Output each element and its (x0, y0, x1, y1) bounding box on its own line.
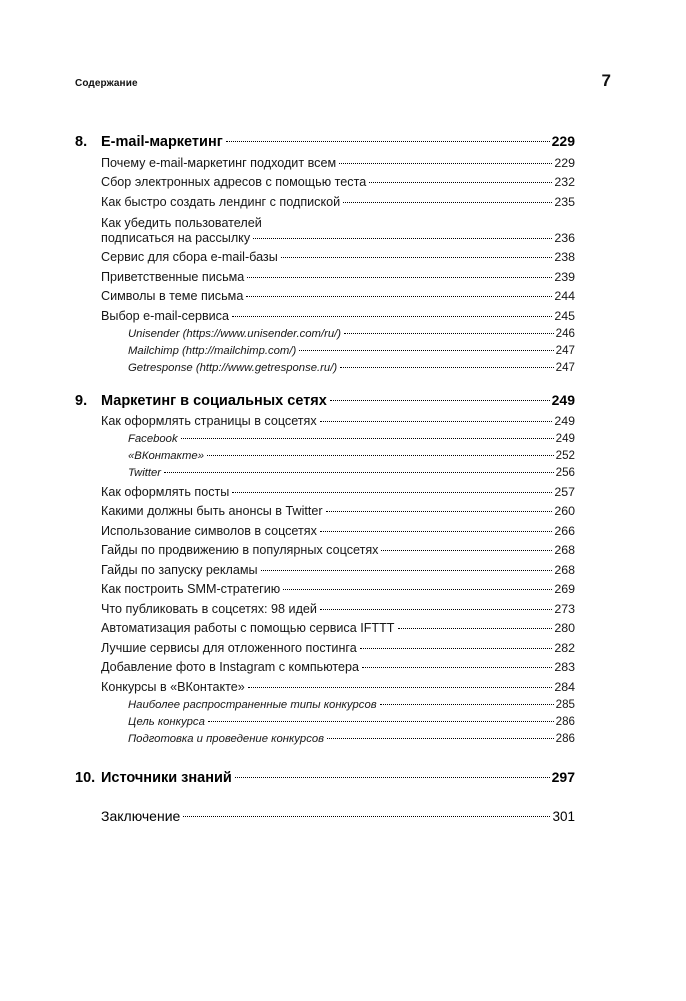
toc-page-number: 252 (555, 449, 575, 462)
toc-entry-title: Что публиковать в соцсетях: 98 идей (101, 601, 317, 616)
toc-entry-title: Сбор электронных адресов с помощью теста (101, 175, 367, 189)
toc-entry-title: Лучшие сервисы для отложенного постинга (101, 640, 357, 655)
leader-dots (207, 455, 554, 456)
leader-dots (232, 316, 552, 317)
leader-dots (247, 277, 552, 278)
toc-subsection-entry[interactable] (128, 698, 575, 711)
toc-entry-title: Конкурсы в «ВКонтакте» (101, 679, 245, 694)
toc-section-entry[interactable] (101, 641, 575, 655)
leader-dots (299, 350, 553, 351)
page-number: 7 (601, 71, 611, 90)
leader-dots (340, 367, 554, 368)
toc-page-number: 286 (555, 731, 575, 745)
leader-dots (164, 472, 554, 473)
leader-dots (344, 333, 554, 334)
toc-subsection-entry[interactable] (128, 715, 575, 728)
toc-section-entry[interactable] (101, 660, 575, 674)
toc-chapter-entry[interactable] (75, 133, 575, 150)
toc-chapter-title: E-mail-маркетинг (101, 134, 223, 150)
table-of-contents (75, 115, 575, 824)
toc-page-number: 238 (554, 250, 575, 264)
toc-page-number: 273 (554, 601, 575, 616)
leader-dots (320, 609, 552, 610)
leader-dots (246, 296, 552, 297)
toc-chapter-entry[interactable] (75, 392, 575, 409)
toc-page-number: 244 (554, 289, 575, 303)
toc-entry-title: Подготовка и проведение конкурсов (128, 732, 325, 745)
toc-page-number: 283 (554, 660, 575, 674)
toc-subsection-entry[interactable] (128, 327, 575, 340)
toc-section-entry[interactable] (101, 195, 575, 209)
toc-page-number: 246 (555, 326, 575, 340)
leader-dots (248, 687, 553, 688)
toc-section-entry[interactable] (101, 309, 575, 323)
toc-section-entry[interactable] (101, 504, 575, 518)
toc-subsection-entry[interactable] (128, 344, 575, 357)
toc-entry-title: Цель конкурса (128, 715, 205, 728)
toc-entry-title: Заключение (101, 807, 181, 824)
leader-dots (326, 511, 553, 512)
leader-dots (330, 400, 550, 401)
toc-page-number: 297 (551, 768, 575, 785)
toc-entry-title: Почему e-mail-маркетинг подходит всем (101, 155, 337, 170)
toc-page-number: 268 (554, 562, 575, 577)
leader-dots (360, 648, 553, 649)
toc-entry-title: Сервис для сбора e-mail-базы (101, 250, 278, 264)
toc-entry-title: Какими должны быть анонсы в Twitter (101, 504, 323, 518)
toc-entry-title: Как построить SMM-стратегию (101, 582, 281, 596)
toc-section-entry[interactable] (101, 563, 575, 577)
toc-section-entry[interactable] (101, 289, 575, 303)
toc-entry-title: Наиболее распространенные типы конкурсов (128, 698, 377, 711)
leader-dots (232, 492, 552, 493)
toc-entry-title: Использование символов в соцсетях (101, 523, 317, 538)
leader-dots (226, 141, 550, 142)
leader-dots (283, 589, 552, 590)
toc-chapter-entry[interactable] (75, 769, 575, 786)
toc-section-entry[interactable] (101, 156, 575, 170)
toc-page-number: 229 (551, 133, 575, 149)
toc-entry-title: Unisender (https://www.unisender.com/ru/) (128, 327, 342, 340)
toc-entry-title: Getresponse (http://www.getresponse.ru/) (128, 361, 338, 374)
running-head-title: Содержание (75, 78, 138, 89)
toc-page-number: 245 (554, 308, 575, 323)
toc-section-entry[interactable] (101, 543, 575, 557)
toc-page-number: 285 (555, 697, 575, 711)
toc-subsection-entry[interactable] (128, 466, 575, 479)
toc-entry-title: Как быстро создать лендинг с подпиской (101, 194, 341, 209)
toc-entry-title: Mailchimp (http://mailchimp.com/) (128, 344, 297, 357)
toc-chapter-number: 9. (75, 392, 88, 409)
toc-subsection-entry[interactable] (128, 432, 575, 445)
toc-subsection-entry[interactable] (128, 361, 575, 374)
toc-entry-title: Выбор e-mail-сервиса (101, 308, 229, 323)
toc-section-entry[interactable] (101, 621, 575, 635)
toc-section-title-line1: Как убедить пользователей (101, 215, 262, 230)
toc-page-number: 247 (555, 360, 575, 374)
leader-dots (281, 257, 553, 258)
toc-chapter-title: Источники знаний (101, 769, 232, 786)
leader-dots (381, 550, 552, 551)
toc-page-number: 282 (554, 640, 575, 655)
leader-dots (320, 421, 553, 422)
toc-section-entry[interactable] (101, 680, 575, 694)
toc-section-entry[interactable] (101, 270, 575, 284)
toc-section-title: подписаться на рассылку (101, 230, 251, 245)
toc-page-number: 249 (551, 391, 575, 408)
leader-dots (339, 163, 552, 164)
leader-dots (253, 238, 552, 239)
toc-page-number: 256 (555, 466, 575, 479)
leader-dots (183, 816, 550, 817)
toc-page-number: 257 (554, 484, 575, 499)
page-header (75, 72, 611, 89)
toc-page-number: 235 (554, 194, 575, 209)
toc-page-number: 247 (555, 343, 575, 357)
toc-section-entry[interactable] (101, 485, 575, 499)
toc-entry-title: Символы в теме письма (101, 289, 244, 303)
toc-section-entry[interactable] (101, 175, 575, 189)
leader-dots (261, 570, 553, 571)
toc-page-number: 280 (554, 621, 575, 635)
toc-page-number: 301 (552, 808, 575, 824)
toc-page-number: 229 (554, 155, 575, 170)
toc-closing-entry[interactable] (101, 808, 575, 824)
toc-page-number: 239 (554, 269, 575, 284)
toc-entry-title: Facebook (128, 433, 178, 445)
leader-dots (235, 777, 550, 778)
toc-section-entry[interactable] (101, 414, 575, 428)
toc-entry-title: Как оформлять посты (101, 484, 230, 499)
toc-entry-title: Гайды по запуску рекламы (101, 562, 258, 577)
toc-section-entry[interactable] (101, 250, 575, 264)
leader-dots (181, 438, 554, 439)
toc-chapter-title: Маркетинг в социальных сетях (101, 392, 327, 409)
toc-page-number: 249 (555, 432, 575, 445)
toc-entry-title: «ВКонтакте» (128, 450, 204, 462)
toc-page-number: 268 (554, 543, 575, 557)
toc-page-number: 286 (555, 714, 575, 728)
toc-subsection-entry[interactable] (128, 449, 575, 462)
toc-chapter-number: 10. (75, 769, 96, 786)
toc-page-number: 269 (554, 582, 575, 596)
leader-dots (362, 667, 552, 668)
toc-entry-title: Приветственные письма (101, 269, 245, 284)
leader-dots (398, 628, 553, 629)
toc-section-entry[interactable] (101, 602, 575, 616)
toc-page-number: 249 (554, 414, 575, 428)
toc-entry-title: Автоматизация работы с помощью сервиса IFTTT (101, 621, 395, 635)
toc-entry-title: Добавление фото в Instagram с компьютера (101, 660, 360, 674)
toc-page-number: 236 (554, 230, 575, 245)
toc-chapter-number: 8. (75, 134, 88, 150)
leader-dots (320, 531, 552, 532)
leader-dots (327, 738, 554, 739)
toc-section-entry[interactable] (101, 216, 575, 245)
toc-page-number: 232 (554, 175, 575, 189)
leader-dots (343, 202, 552, 203)
leader-dots (369, 182, 552, 183)
toc-page-number: 266 (554, 523, 575, 538)
leader-dots (380, 704, 554, 705)
toc-page-number: 284 (554, 679, 575, 694)
toc-section-entry[interactable] (101, 524, 575, 538)
toc-entry-title: Гайды по продвижению в популярных соцсетях (101, 543, 379, 557)
toc-entry-title: Как оформлять страницы в соцсетях (101, 414, 317, 428)
toc-section-entry[interactable] (101, 582, 575, 596)
toc-page-number: 260 (554, 504, 575, 518)
toc-entry-title: Twitter (128, 467, 162, 479)
toc-subsection-entry[interactable] (128, 732, 575, 745)
leader-dots (208, 721, 554, 722)
